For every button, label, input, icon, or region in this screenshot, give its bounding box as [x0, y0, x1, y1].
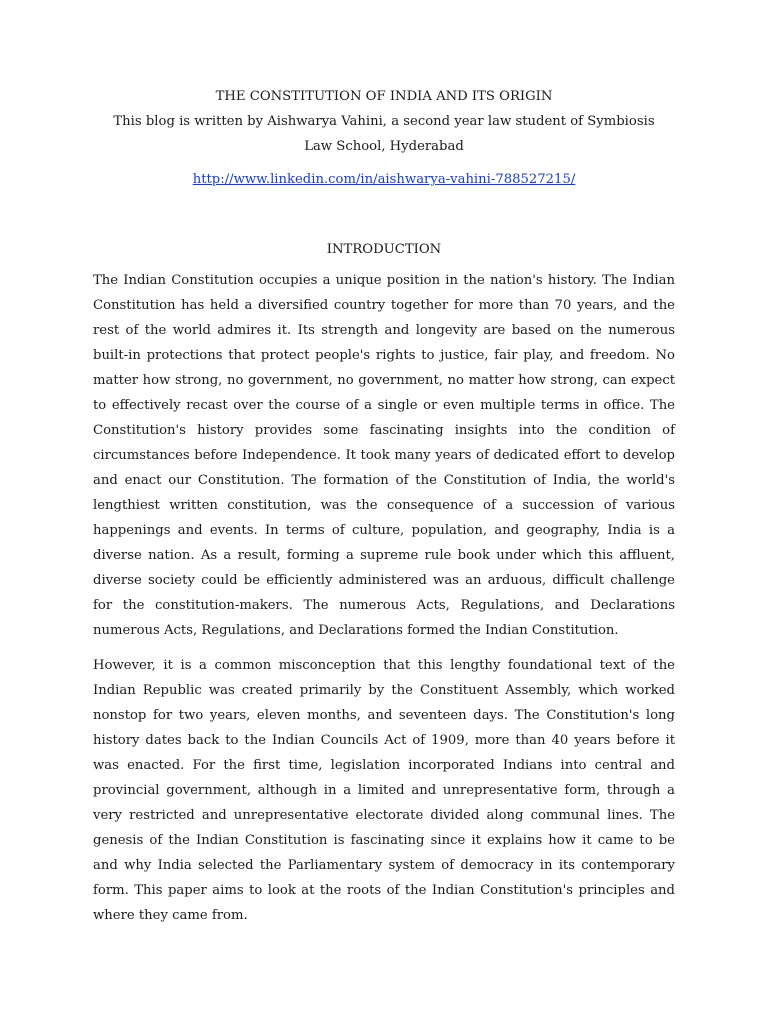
- document-title: THE CONSTITUTION OF INDIA AND ITS ORIGIN: [215, 89, 553, 104]
- linkedin-link[interactable]: http://www.linkedin.com/in/aishwarya-vahini-788527215/: [192, 172, 576, 187]
- paragraph-2: However, it is a common misconception that this lengthy foundational text of the Indian Republic was created primarily by the Constituent Assembly, which worked nonstop for two years, eleven months, and seventeen days. The Constitution's long history dates back to the Indian Councils Act of 1909, more than 40 years before it was enacted. For the first time, legislation incorporated Indians into central and provincial government, although in a limited and unrepresentative form, through a very restricted and unrepresentative electorate divided along communal lines. The genesis of the Indian Constitution is fascinating since it explains how it came to be and why India selected the Parliamentary system of democracy in its contemporary form. This paper aims to look at the roots of the Indian Constitution's principles and where they came from.: [93, 658, 675, 923]
- section-heading: INTRODUCTION: [326, 242, 442, 257]
- paragraph-1: The Indian Constitution occupies a unique position in the nation's history. The Indian Constitution has held a diversified country together for more than 70 years, and the rest of the world admires it. Its strength and longevity are based on the numerous built-in protections that protect people's rights to justice, fair play, and freedom. No matter how strong, no government, no government, no matter how strong, can expect to effectively recast over the course of a single or even multiple terms in office. The Constitution's history provides some fascinating insights into the condition of circumstances before Independence. It took many years of dedicated effort to develop and enact our Constitution. The formation of the Constitution of India, the world's lengthiest written constitution, was the consequence of a succession of various happenings and events. In terms of culture, population, and geography, India is a diverse nation. As a result, forming a supreme rule book under which this affluent, diverse society could be efficiently administered was an arduous, difficult challenge for the constitution-makers. The numerous Acts, Regulations, and Declarations numerous Acts, Regulations, and Declarations formed the Indian Constitution.: [93, 273, 675, 638]
- document-body: [93, 84, 675, 928]
- author-byline: This blog is written by Aishwarya Vahini, a second year law student of Symbiosis Law School, Hyderabad: [113, 114, 655, 154]
- link-line: [93, 167, 675, 192]
